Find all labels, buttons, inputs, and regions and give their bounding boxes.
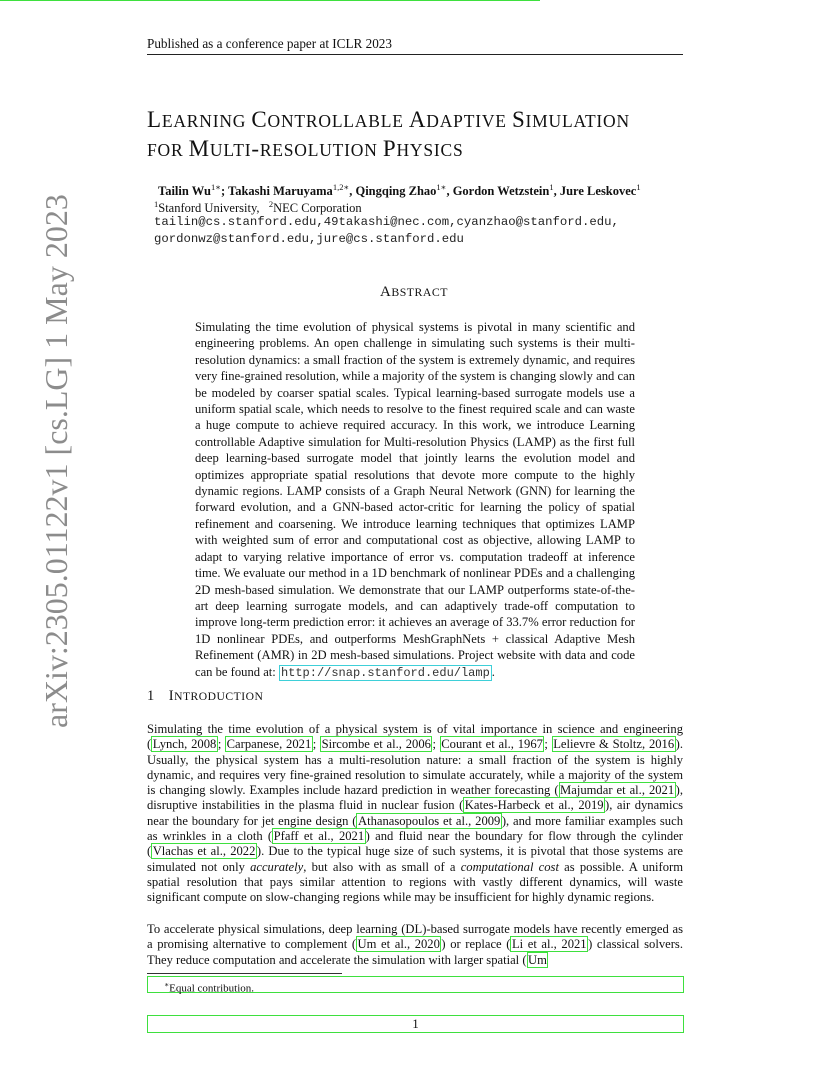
project-website-link[interactable]: http://snap.stanford.edu/lamp	[280, 665, 490, 680]
author-list: Tailin $Wu^{1∗}$; Takashi Maruyama$^{1,2∗}$, Qingqing Zhao$^{1∗}$, Gordon Wetzstein$^1$, Jure Leskovec$^1$	[158, 182, 641, 199]
email-line: tailin@cs.stanford.edu,49takashi@nec.com,cyanzhao@stanford.edu,	[154, 215, 619, 229]
citation-link[interactable]: Majumdar et al., 2021	[560, 783, 675, 798]
citation-link[interactable]: Lelievre & Stoltz, 2016	[553, 737, 675, 752]
citation-link[interactable]: Carpanese, 2021	[226, 737, 312, 752]
abstract-heading: ABSTRACT	[380, 284, 448, 300]
arxiv-identifier-stamp: arXiv:2305.01122v1 [cs.LG] 1 May 2023	[38, 194, 74, 728]
section-heading-introduction: 1 INTRODUCTION	[147, 688, 264, 704]
intro-paragraph-1: Simulating the time evolution of a physical system is of vital importance in science and engineering ( Lynch, 2008 ; Carpanese, 2021 ; Sircombe et al., 2006 ; Courant et al., 1967 ; Lelievre & Stoltz, 2016 ). Usually, the physical system has a multi-resolution nature: a small fraction of the system is highly dynamic, and requires very fine-grained resolution to simulate accurately, while a majority of the system is changing slowly. Examples include hazard prediction in weather forecasting ( Majumdar et al., 2021 ), disruptive instabilities in the plasma fluid in nuclear fusion ( Kates-Harbeck et al., 2019 ), air dynamics near the boundary for jet engine design ( Athanasopoulos et al., 2009 ), and more familiar examples such as wrinkles in a cloth ( Pfaff et al., 2021 ) and fluid near the boundary for flow through the cylinder ( Vlachas et al., 2022 ). Due to the typical huge size of such systems, it is pivotal that those systems are simulated not only accurately, but also with as small of a computational cost as possible. A uniform spatial resolution that pays similar attention to regions with vastly different dynamics, will waste significant compute on slow-changing regions while may be insufficient for highly dynamic regions.	[147, 722, 683, 905]
header-rule	[147, 54, 683, 55]
title-line-1: LEARNING CONTROLLABLE ADAPTIVE SIMULATION	[147, 107, 630, 132]
abstract-body: Simulating the time evolution of physical systems is pivotal in many scientific and engineering problems. An open challenge in simulating such systems is their multi-resolution dynamics: a small fraction of the system is extremely dynamic, and requires very fine-grained resolution, while a majority of the system is changing slowly and can be modeled by coarser spatial scales. Typical learning-based surrogate models use a uniform spatial scale, which needs to resolve to the finest required scale and can waste a huge compute to achieve required accuracy. In this work, we introduce Learning controllable Adaptive simulation for Multi-resolution Physics (LAMP) as the first full deep learning-based surrogate model that jointly learns the evolution model and optimizes appropriate spatial resolutions that devote more compute to the highly dynamic regions. LAMP consists of a Graph Neural Network (GNN) for learning the forward evolution, and a GNN-based actor-critic for learning the policy of spatial refinement and coarsening. We introduce learning techniques that optimizes LAMP with weighted sum of error and computational cost as objective, allowing LAMP to adapt to varying relative importance of error vs. computation tradeoff at inference time. We evaluate our method in a 1D benchmark of nonlinear PDEs and a challenging 2D mesh-based simulation. We demonstrate that our LAMP outperforms state-of-the-art deep learning surrogate models, and can adaptively trade-off computation to improve long-term prediction error: it achieves an average of 33.7% error reduction for 1D nonlinear PDEs, and outperforms MeshGraphNets + classical Adaptive Mesh Refinement (AMR) in 2D mesh-based simulations. Project website with data and code can be found at: http://snap.stanford.edu/lamp .	[195, 320, 635, 680]
author-name: Tailin Wu	[158, 184, 211, 199]
footnote-rule	[147, 973, 342, 974]
citation-link[interactable]: Kates-Harbeck et al., 2019	[464, 798, 604, 813]
citation-link[interactable]: Pfaff et al., 2021	[273, 829, 365, 844]
citation-link[interactable]: Courant et al., 1967	[441, 737, 543, 752]
title-line-2: FOR MULTI-RESOLUTION PHYSICS	[147, 136, 464, 161]
email-line: gordonwz@stanford.edu,jure@cs.stanford.edu	[154, 231, 464, 246]
citation-link[interactable]: Lynch, 2008	[152, 737, 217, 752]
citation-link[interactable]: Um	[528, 952, 547, 967]
footnote[interactable]: ∗Equal contribution.	[147, 976, 684, 993]
author-emails	[154, 214, 694, 247]
paper-title	[147, 106, 707, 164]
author-name: ; Takashi Maruyama	[220, 184, 333, 199]
citation-link[interactable]: Um et al., 2020	[357, 937, 440, 952]
page-number[interactable]: 1	[147, 1015, 684, 1033]
author-name: , Gordon Wetzstein	[446, 184, 550, 199]
citation-link[interactable]: Athanasopoulos et al., 2009	[357, 813, 501, 828]
citation-link[interactable]: Vlachas et al., 2022	[152, 844, 256, 859]
author-name: , Qingqing Zhao	[349, 184, 437, 199]
running-header: Published as a conference paper at ICLR 2023	[147, 36, 392, 51]
top-link-border	[0, 0, 540, 1]
intro-paragraph-2: To accelerate physical simulations, deep learning (DL)-based surrogate models have recently emerged as a promising alternative to complement ( Um et al., 2020 ) or replace ( Li et al., 2021 ) classical solvers. They reduce computation and accelerate the simulation with larger spatial ( Um	[147, 922, 683, 967]
affiliations: $^1$Stanford University, $^2$NEC Corporation	[154, 199, 362, 216]
author-name: , Jure Leskovec	[553, 184, 637, 199]
citation-link[interactable]: Li et al., 2021	[511, 937, 587, 952]
citation-link[interactable]: Sircombe et al., 2006	[321, 737, 431, 752]
